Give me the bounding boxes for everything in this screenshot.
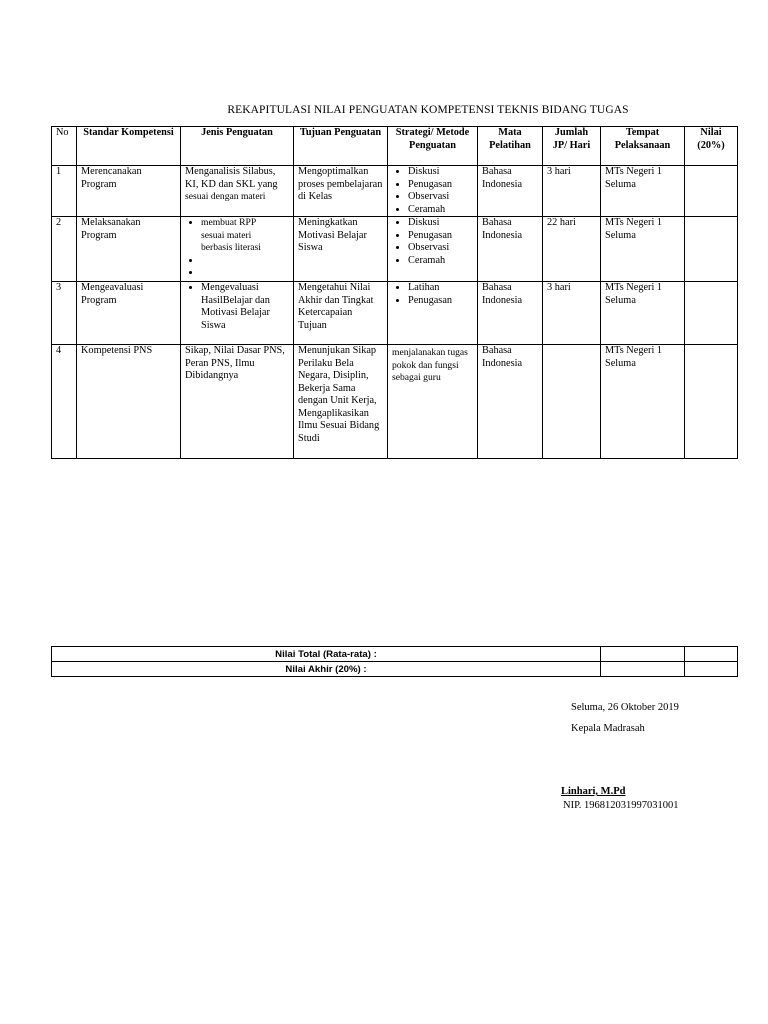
cell-jenis	[181, 217, 294, 282]
cell-jumlah: 22 hari	[543, 217, 601, 282]
header-jenis: Jenis Penguatan	[181, 127, 294, 166]
cell-tujuan: Mengetahui Nilai Akhir dan Tingkat Ketercapaian Tujuan	[294, 282, 388, 345]
table-row	[52, 345, 738, 459]
header-strategi: Strategi/ Metode Penguatan	[388, 127, 478, 166]
list-item	[201, 255, 289, 267]
cell-tempat: MTs Negeri 1 Seluma	[601, 217, 685, 282]
header-tujuan: Tujuan Penguatan	[294, 127, 388, 166]
summary-table	[51, 646, 738, 677]
cell-no: 3	[52, 282, 77, 345]
cell-standar: Melaksanakan Program	[77, 217, 181, 282]
list-item: • Penugasan	[408, 295, 473, 308]
table-row	[52, 217, 738, 282]
cell-nilai	[685, 345, 738, 459]
cell-tempat: MTs Negeri 1 Seluma	[601, 282, 685, 345]
list-item: • Latihan	[408, 282, 473, 295]
list-item: • Diskusi	[408, 166, 473, 179]
table-header-row	[52, 127, 738, 166]
header-standar: Standar Kompetensi	[77, 127, 181, 166]
list-item: • Diskusi	[408, 217, 473, 230]
cell-nilai	[685, 217, 738, 282]
cell-strategi	[388, 282, 478, 345]
cell-tujuan: Mengoptimalkan proses pembelajaran di Kelas	[294, 166, 388, 217]
header-nilai: Nilai (20%)	[685, 127, 738, 166]
cell-nilai	[685, 166, 738, 217]
cell-jenis-line: Menganalisis Silabus, KI, KD dan SKL yang	[185, 166, 278, 190]
document-title: REKAPITULASI NILAI PENGUATAN KOMPETENSI TEKNIS BIDANG TUGAS	[227, 104, 629, 116]
header-no: No	[52, 127, 77, 166]
rekap-table	[51, 126, 738, 459]
summary-total-cell	[601, 647, 685, 662]
cell-tujuan: Meningkatkan Motivasi Belajar Siswa	[294, 217, 388, 282]
summary-total-label: Nilai Total (Rata-rata) :	[52, 647, 601, 662]
cell-strategi	[388, 166, 478, 217]
cell-jumlah: 3 hari	[543, 166, 601, 217]
summary-row-akhir	[52, 662, 738, 677]
cell-standar: Kompetensi PNS	[77, 345, 181, 459]
list-item	[201, 267, 289, 279]
summary-total-value	[685, 647, 738, 662]
header-jumlah: Jumlah JP/ Hari	[543, 127, 601, 166]
cell-no: 2	[52, 217, 77, 282]
cell-tempat: MTs Negeri 1 Seluma	[601, 166, 685, 217]
summary-akhir-cell	[601, 662, 685, 677]
cell-mata: Bahasa Indonesia	[478, 345, 543, 459]
list-item: • Ceramah	[408, 204, 473, 217]
cell-no: 4	[52, 345, 77, 459]
signature-name: Linhari, M.Pd	[561, 786, 626, 797]
cell-mata: Bahasa Indonesia	[478, 166, 543, 217]
cell-jumlah: 3 hari	[543, 282, 601, 345]
signature-place-date: Seluma, 26 Oktober 2019	[571, 702, 679, 713]
list-item: • Observasi	[408, 242, 473, 255]
cell-jenis	[181, 282, 294, 345]
list-item: • Ceramah	[408, 255, 473, 268]
list-item: • Observasi	[408, 191, 473, 204]
list-item: • Penugasan	[408, 179, 473, 192]
signature-nip: NIP. 196812031997031001	[563, 800, 679, 811]
cell-jumlah	[543, 345, 601, 459]
cell-mata: Bahasa Indonesia	[478, 217, 543, 282]
table-row	[52, 166, 738, 217]
cell-standar: Mengeavaluasi Program	[77, 282, 181, 345]
cell-strategi	[388, 217, 478, 282]
cell-no: 1	[52, 166, 77, 217]
table-row	[52, 282, 738, 345]
list-item: • Penugasan	[408, 230, 473, 243]
list-item: • membuat RPP sesuai materi berbasis literasi	[201, 217, 281, 255]
cell-mata: Bahasa Indonesia	[478, 282, 543, 345]
summary-row-total	[52, 647, 738, 662]
list-item: • Mengevaluasi HasilBelajar dan Motivasi Belajar Siswa	[201, 282, 277, 332]
header-mata: Mata Pelatihan	[478, 127, 543, 166]
cell-jenis	[181, 166, 294, 217]
cell-jenis: Sikap, Nilai Dasar PNS, Peran PNS, Ilmu Dibidangnya	[181, 345, 294, 459]
cell-strategi: menjalanakan tugas pokok dan fungsi sebagai guru	[388, 345, 478, 459]
cell-tujuan: Menunjukan Sikap Perilaku Bela Negara, Disiplin, Bekerja Sama dengan Unit Kerja, Mengaplikasikan Ilmu Sesuai Bidang Studi	[294, 345, 388, 459]
cell-tempat: MTs Negeri 1 Seluma	[601, 345, 685, 459]
cell-nilai	[685, 282, 738, 345]
summary-akhir-value	[685, 662, 738, 677]
cell-jenis-line: sesuai dengan materi	[185, 191, 266, 202]
signature-position: Kepala Madrasah	[571, 723, 645, 734]
summary-akhir-label: Nilai Akhir (20%) :	[52, 662, 601, 677]
header-tempat: Tempat Pelaksanaan	[601, 127, 685, 166]
cell-standar: Merencanakan Program	[77, 166, 181, 217]
